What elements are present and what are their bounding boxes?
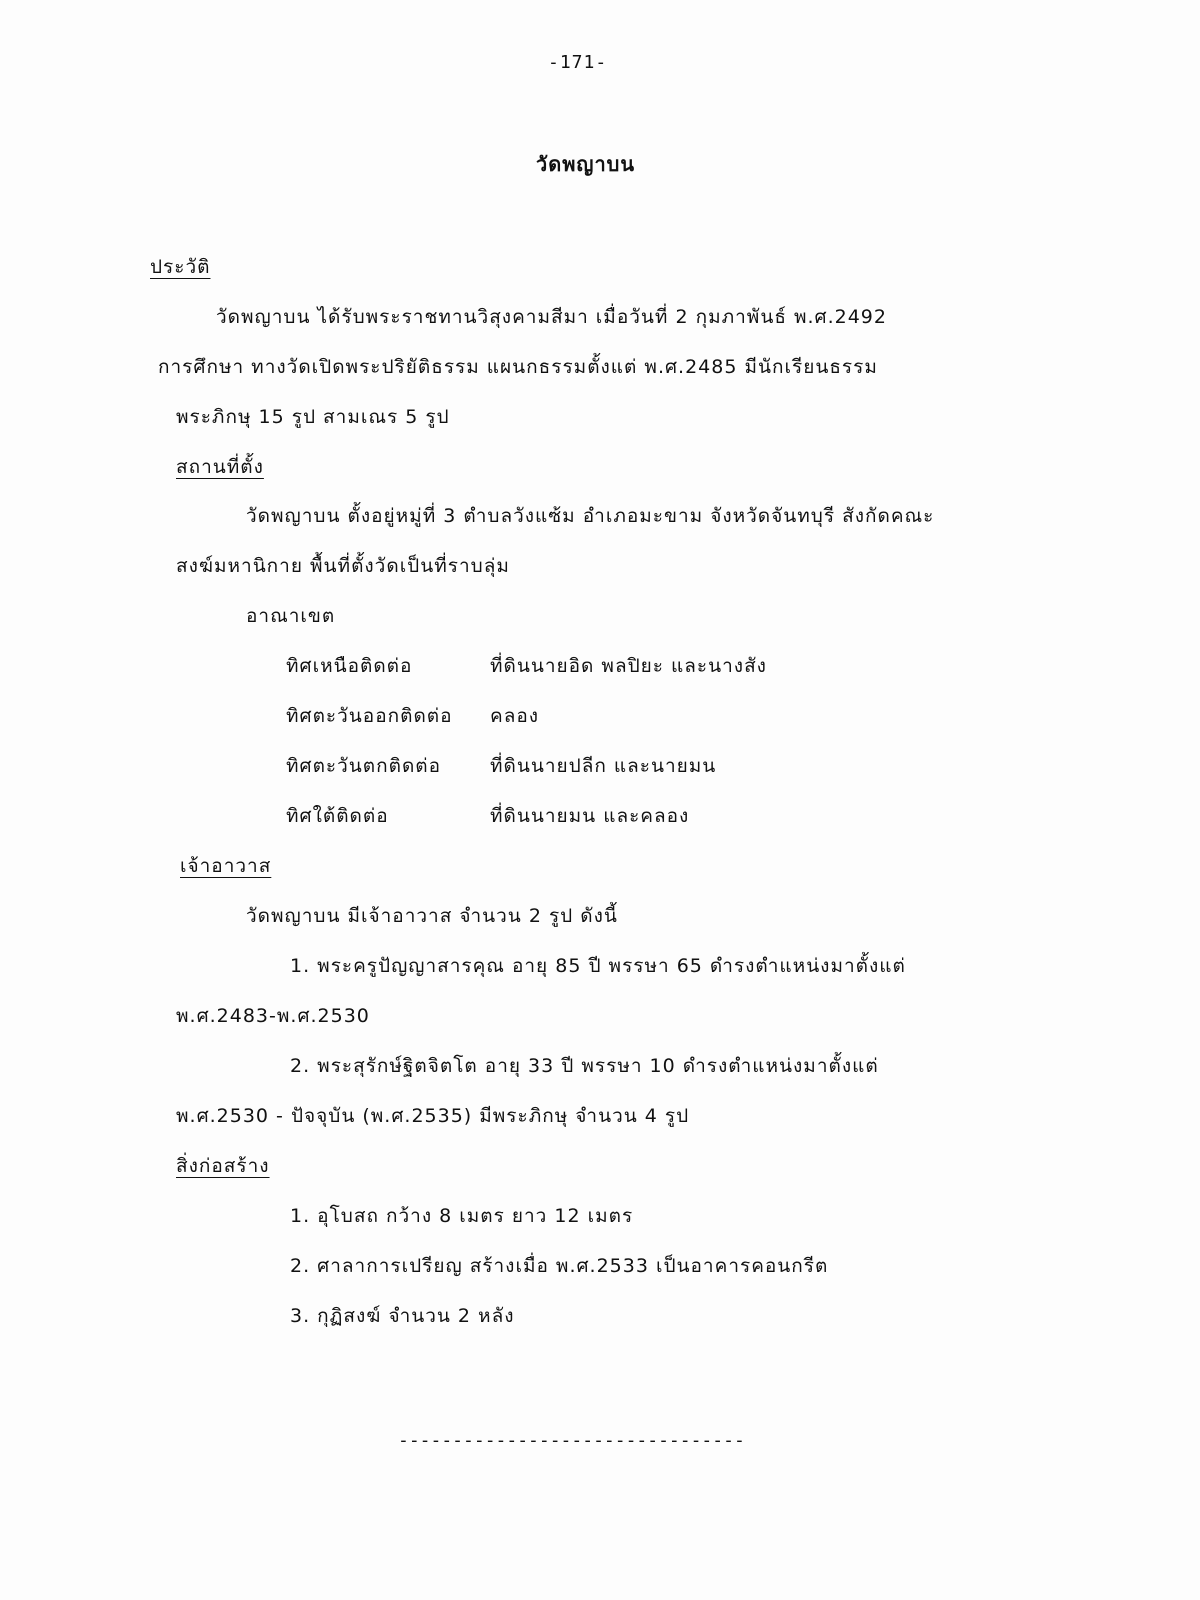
abbots-intro: วัดพญาบน มีเจ้าอาวาส จำนวน 2 รูป ดังนี้ [246,905,618,927]
abbots-heading: เจ้าอาวาส [180,855,272,877]
page-number: -171- [548,52,608,73]
boundary-direction-south: ทิศใต้ติดต่อ [286,805,389,827]
boundary-value-east: คลอง [490,705,540,727]
history-line-3: พระภิกษุ 15 รูป สามเณร 5 รูป [176,406,450,428]
boundary-value-north: ที่ดินนายอิด พลปิยะ และนางสัง [490,655,767,677]
boundary-heading: อาณาเขต [246,605,336,627]
abbot-2-line-2: พ.ศ.2530 - ปัจจุบัน (พ.ศ.2535) มีพระภิกษุ จำนวน 4 รูป [176,1105,690,1127]
location-heading: สถานที่ตั้ง [176,456,264,478]
boundary-direction-west: ทิศตะวันตกติดต่อ [286,755,442,777]
boundary-value-south: ที่ดินนายมน และคลอง [490,805,690,827]
boundary-direction-east: ทิศตะวันออกติดต่อ [286,705,453,727]
boundary-direction-north: ทิศเหนือติดต่อ [286,655,413,677]
building-item: 1. อุโบสถ กว้าง 8 เมตร ยาว 12 เมตร [290,1205,634,1227]
buildings-heading: สิ่งก่อสร้าง [176,1155,270,1177]
location-line-2: สงฆ์มหานิกาย พื้นที่ตั้งวัดเป็นที่ราบลุ่ม [176,555,510,577]
building-item: 2. ศาลาการเปรียญ สร้างเมื่อ พ.ศ.2533 เป็นอาคารคอนกรีต [290,1255,829,1277]
history-line-2: การศึกษา ทางวัดเปิดพระปริยัติธรรม แผนกธรรมตั้งแต่ พ.ศ.2485 มีนักเรียนธรรม [158,356,878,378]
abbot-1-line-2: พ.ศ.2483-พ.ศ.2530 [176,1005,370,1027]
location-line-1: วัดพญาบน ตั้งอยู่หมู่ที่ 3 ตำบลวังแซ้ม อำเภอมะขาม จังหวัดจันทบุรี สังกัดคณะ [246,505,935,527]
abbot-1-line-1: 1. พระครูปัญญาสารคุณ อายุ 85 ปี พรรษา 65 ดำรงตำแหน่งมาตั้งแต่ [290,955,906,977]
abbot-2-line-1: 2. พระสุรักษ์ฐิตจิตโต อายุ 33 ปี พรรษา 10 ดำรงตำแหน่งมาตั้งแต่ [290,1055,879,1077]
page-title: วัดพญาบน [536,152,636,176]
history-line-1: วัดพญาบน ได้รับพระราชทานวิสุงคามสีมา เมื่อวันที่ 2 กุมภาพันธ์ พ.ศ.2492 [216,306,887,328]
history-heading: ประวัติ [150,256,211,278]
footer-divider: -------------------------------- [398,1430,745,1451]
boundary-value-west: ที่ดินนายปลีก และนายมน [490,755,717,777]
building-item: 3. กุฏิสงฆ์ จำนวน 2 หลัง [290,1305,515,1327]
